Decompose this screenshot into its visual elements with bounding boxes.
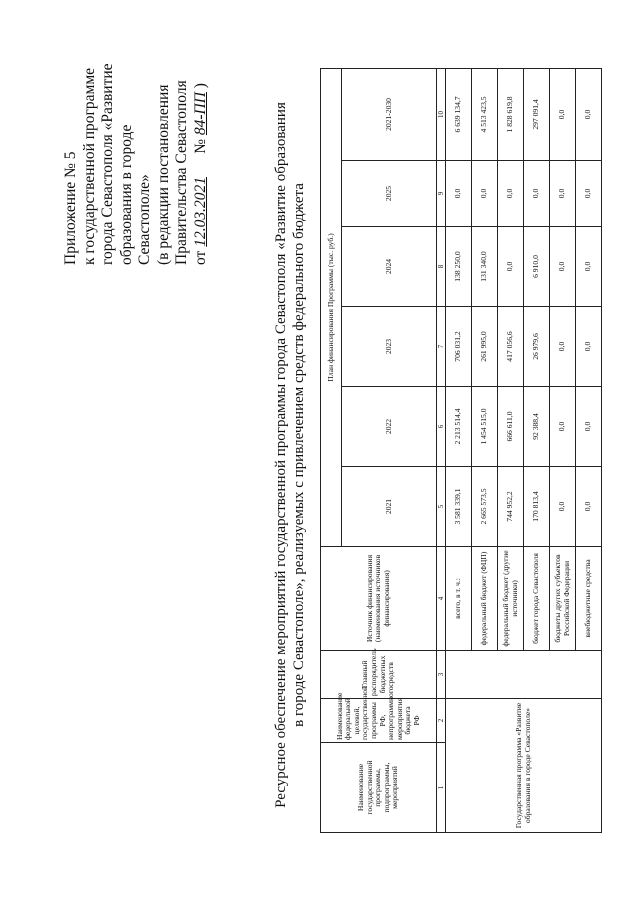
column-number: 2 — [437, 699, 446, 743]
program-name-cell: Государственная программа «Развитие образования в городе Севастополе» — [446, 699, 602, 833]
header-funding-plan: План финансирования Программы (тыс. руб.) — [321, 68, 342, 546]
header-federal-program: Наименование федеральной целевой, государственной программы РФ, непрограммного мероприятия бюджета РФ — [321, 699, 437, 743]
column-number: 9 — [437, 161, 446, 227]
value-cell: 0,0 — [446, 161, 472, 227]
annex-line: Правительства Севастополя — [173, 80, 190, 265]
header-year: 2024 — [342, 227, 437, 307]
value-cell: 1 828 619,8 — [498, 68, 524, 160]
value-cell: 0,0 — [550, 467, 576, 547]
value-cell: 26 979,6 — [524, 307, 550, 387]
table-row — [446, 68, 472, 832]
value-cell: 131 340,0 — [472, 227, 498, 307]
value-cell: 0,0 — [576, 307, 602, 387]
value-cell: 6 910,0 — [524, 227, 550, 307]
header-funding-source: Источник финансирования (наименования источников финансирования) — [321, 547, 437, 651]
value-cell: 0,0 — [576, 161, 602, 227]
date-prefix: от — [191, 250, 209, 265]
header-year: 2021 — [342, 467, 437, 547]
column-number: 8 — [437, 227, 446, 307]
value-cell: 0,0 — [576, 387, 602, 467]
document-heading — [272, 75, 308, 835]
value-cell: 0,0 — [576, 68, 602, 160]
value-cell: 138 250,0 — [446, 227, 472, 307]
funding-source-cell: федеральный бюджет (ФЦП) — [472, 547, 498, 651]
header-year: 2023 — [342, 307, 437, 387]
value-cell: 666 611,0 — [498, 387, 524, 467]
heading-line-1: Ресурсное обеспечение мероприятий государственной программы города Севастополя «Развитие образования — [273, 102, 289, 808]
funding-table — [320, 68, 602, 833]
value-cell: 1 454 515,0 — [472, 387, 498, 467]
number-prefix: № — [191, 139, 209, 154]
value-cell: 0,0 — [550, 307, 576, 387]
decree-number: 84-ПП — [191, 92, 209, 136]
value-cell: 706 031,2 — [446, 307, 472, 387]
value-cell: 2 665 573,5 — [472, 467, 498, 547]
value-cell: 4 513 423,5 — [472, 68, 498, 160]
annex-line: (в редакции постановления — [154, 84, 172, 265]
header-program-name: Наименование государственной программы, подпрограммы, мероприятий — [321, 743, 437, 833]
value-cell: 92 388,4 — [524, 387, 550, 467]
column-number: 3 — [437, 651, 446, 699]
header-budget-manager: Главный распорядитель бюджетных средств — [321, 651, 437, 699]
value-cell: 3 581 339,1 — [446, 467, 472, 547]
value-cell: 0,0 — [576, 467, 602, 547]
funding-source-cell: бюджет города Севастополя — [524, 547, 550, 651]
value-cell: 0,0 — [550, 161, 576, 227]
column-number: 1 — [437, 743, 446, 833]
heading-line-2: в городе Севастополе», реализуемых с привлечением средств федерального бюджета — [291, 183, 307, 727]
header-year: 2022 — [342, 387, 437, 467]
value-cell: 744 952,2 — [498, 467, 524, 547]
funding-source-cell: всего, в т. ч.: — [446, 547, 472, 651]
value-cell: 0,0 — [498, 227, 524, 307]
column-number: 4 — [437, 547, 446, 651]
value-cell: 170 813,4 — [524, 467, 550, 547]
header-row-1 — [321, 68, 342, 832]
annex-line: Севастополе» — [136, 174, 153, 265]
value-cell: 0,0 — [550, 227, 576, 307]
value-cell: 0,0 — [524, 161, 550, 227]
header-year: 2021-2030 — [342, 68, 437, 160]
value-cell: 0,0 — [550, 68, 576, 160]
annex-line: Приложение № 5 — [62, 151, 79, 265]
column-number: 6 — [437, 387, 446, 467]
header-year: 2025 — [342, 161, 437, 227]
funding-source-cell: федеральный бюджет (другие источники) — [498, 547, 524, 651]
funding-source-cell: внебюджетные средства — [576, 547, 602, 651]
value-cell: 0,0 — [472, 161, 498, 227]
column-number-row — [437, 68, 446, 832]
value-cell: 0,0 — [576, 227, 602, 307]
value-cell: 297 091,4 — [524, 68, 550, 160]
annex-block — [62, 15, 210, 265]
number-suffix: ) — [191, 83, 209, 89]
value-cell: 0,0 — [550, 387, 576, 467]
annex-line: к государственной программе — [80, 67, 98, 265]
value-cell: 0,0 — [498, 161, 524, 227]
value-cell: 417 056,6 — [498, 307, 524, 387]
funding-source-cell: бюджеты других субъектов Российской Федерации — [550, 547, 576, 651]
value-cell: 6 639 134,7 — [446, 68, 472, 160]
annex-line: образования в городе — [117, 124, 135, 265]
annex-line: города Севастополя «Развитие — [99, 63, 116, 265]
budget-manager-cell — [446, 651, 602, 699]
column-number: 5 — [437, 467, 446, 547]
column-number: 10 — [437, 68, 446, 160]
decree-date: 12.03.2021 — [191, 177, 209, 247]
value-cell: 261 995,0 — [472, 307, 498, 387]
value-cell: 2 213 514,4 — [446, 387, 472, 467]
column-number: 7 — [437, 307, 446, 387]
annex-date-line — [192, 15, 211, 265]
